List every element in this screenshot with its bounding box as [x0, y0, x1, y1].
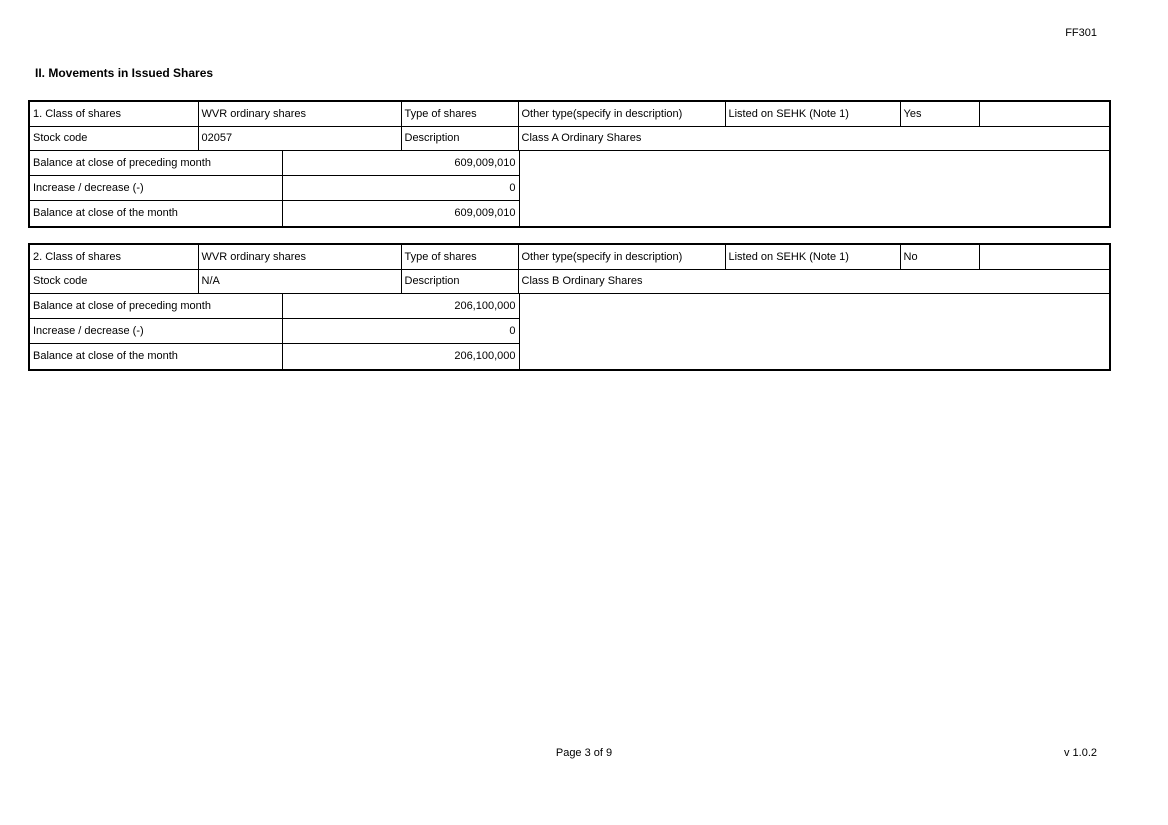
description-label: Description	[401, 269, 518, 293]
description-value: Class B Ordinary Shares	[518, 269, 1109, 293]
type-of-shares-value: Other type(specify in description)	[518, 245, 725, 269]
stock-code-value: 02057	[198, 126, 401, 150]
empty-cell	[979, 102, 1109, 126]
share-class-2-header-table	[30, 245, 1109, 294]
type-of-shares-label: Type of shares	[401, 102, 518, 126]
balance-close-value: 609,009,010	[282, 201, 519, 226]
empty-cell	[519, 294, 1109, 369]
share-class-2-balance-table	[30, 294, 1109, 369]
class-of-shares-value: WVR ordinary shares	[198, 102, 401, 126]
balance-preceding-value: 206,100,000	[282, 294, 519, 319]
class-of-shares-label: 2. Class of shares	[30, 245, 198, 269]
balance-preceding-label: Balance at close of preceding month	[30, 294, 282, 319]
table-row	[30, 102, 1109, 126]
empty-cell	[519, 151, 1109, 226]
balance-close-label: Balance at close of the month	[30, 344, 282, 369]
listed-on-sehk-label: Listed on SEHK (Note 1)	[725, 245, 900, 269]
table-row	[30, 245, 1109, 269]
share-class-1-header-table	[30, 102, 1109, 151]
table-row	[30, 269, 1109, 293]
balance-close-value: 206,100,000	[282, 344, 519, 369]
listed-on-sehk-value: No	[900, 245, 979, 269]
description-value: Class A Ordinary Shares	[518, 126, 1109, 150]
stock-code-value: N/A	[198, 269, 401, 293]
increase-decrease-value: 0	[282, 319, 519, 344]
description-label: Description	[401, 126, 518, 150]
version-label: v 1.0.2	[1063, 747, 1097, 759]
balance-close-label: Balance at close of the month	[30, 201, 282, 226]
type-of-shares-value: Other type(specify in description)	[518, 102, 725, 126]
stock-code-label: Stock code	[30, 126, 198, 150]
increase-decrease-label: Increase / decrease (-)	[30, 319, 282, 344]
share-class-block-2	[28, 243, 1111, 371]
type-of-shares-label: Type of shares	[401, 245, 518, 269]
page-number: Page 3 of 9	[555, 747, 613, 759]
form-code-label: FF301	[1065, 27, 1097, 39]
section-heading: II. Movements in Issued Shares	[35, 66, 214, 80]
table-row	[30, 294, 1109, 319]
class-of-shares-label: 1. Class of shares	[30, 102, 198, 126]
listed-on-sehk-label: Listed on SEHK (Note 1)	[725, 102, 900, 126]
share-class-block-1	[28, 100, 1111, 228]
class-of-shares-value: WVR ordinary shares	[198, 245, 401, 269]
balance-preceding-label: Balance at close of preceding month	[30, 151, 282, 176]
balance-preceding-value: 609,009,010	[282, 151, 519, 176]
increase-decrease-value: 0	[282, 176, 519, 201]
listed-on-sehk-value: Yes	[900, 102, 979, 126]
increase-decrease-label: Increase / decrease (-)	[30, 176, 282, 201]
table-row	[30, 151, 1109, 176]
empty-cell	[979, 245, 1109, 269]
stock-code-label: Stock code	[30, 269, 198, 293]
table-row	[30, 126, 1109, 150]
share-class-1-balance-table	[30, 151, 1109, 226]
